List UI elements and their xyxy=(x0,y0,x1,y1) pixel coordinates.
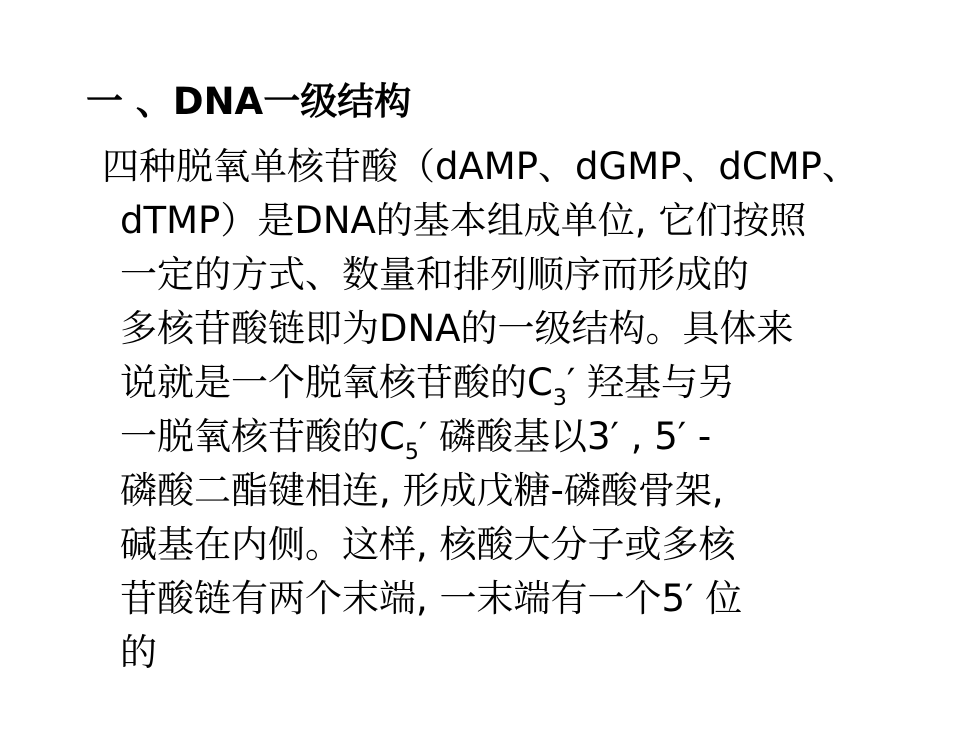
body-line-2: dTMP）是DNA的基本组成单位, 它们按照 xyxy=(120,199,807,242)
body-line-8: 碱基在内侧。这样, 核酸大分子或多核 xyxy=(120,523,736,566)
body-line-6-text-b: ′ 磷酸基以3′ , 5′ - xyxy=(418,415,712,458)
body-line-5-text-a: 说就是一个脱氧核苷酸的C xyxy=(120,361,553,404)
body-line-5 xyxy=(102,356,902,410)
body-line-9: 苷酸链有两个末端, 一末端有一个5′ 位 xyxy=(120,577,743,620)
body-line-6 xyxy=(102,410,902,464)
subscript-5: 5 xyxy=(404,440,419,465)
subscript-3: 3 xyxy=(552,386,567,411)
slide-body-text xyxy=(102,140,902,680)
slide-title: 一 、DNA一级结构 xyxy=(86,80,412,123)
body-line-5-text-b: ′ 羟基与另 xyxy=(566,361,736,404)
body-line-7: 磷酸二酯键相连, 形成戊糖-磷酸骨架, xyxy=(120,469,724,512)
body-line-6-text-a: 一脱氧核苷酸的C xyxy=(120,415,405,458)
body-line-10: 的 xyxy=(120,631,157,674)
body-line-1: 四种脱氧单核苷酸（dAMP、dGMP、dCMP、 xyxy=(102,145,859,188)
body-line-3: 一定的方式、数量和排列顺序而形成的 xyxy=(120,253,749,296)
body-line-4: 多核苷酸链即为DNA的一级结构。具体来 xyxy=(120,307,794,350)
